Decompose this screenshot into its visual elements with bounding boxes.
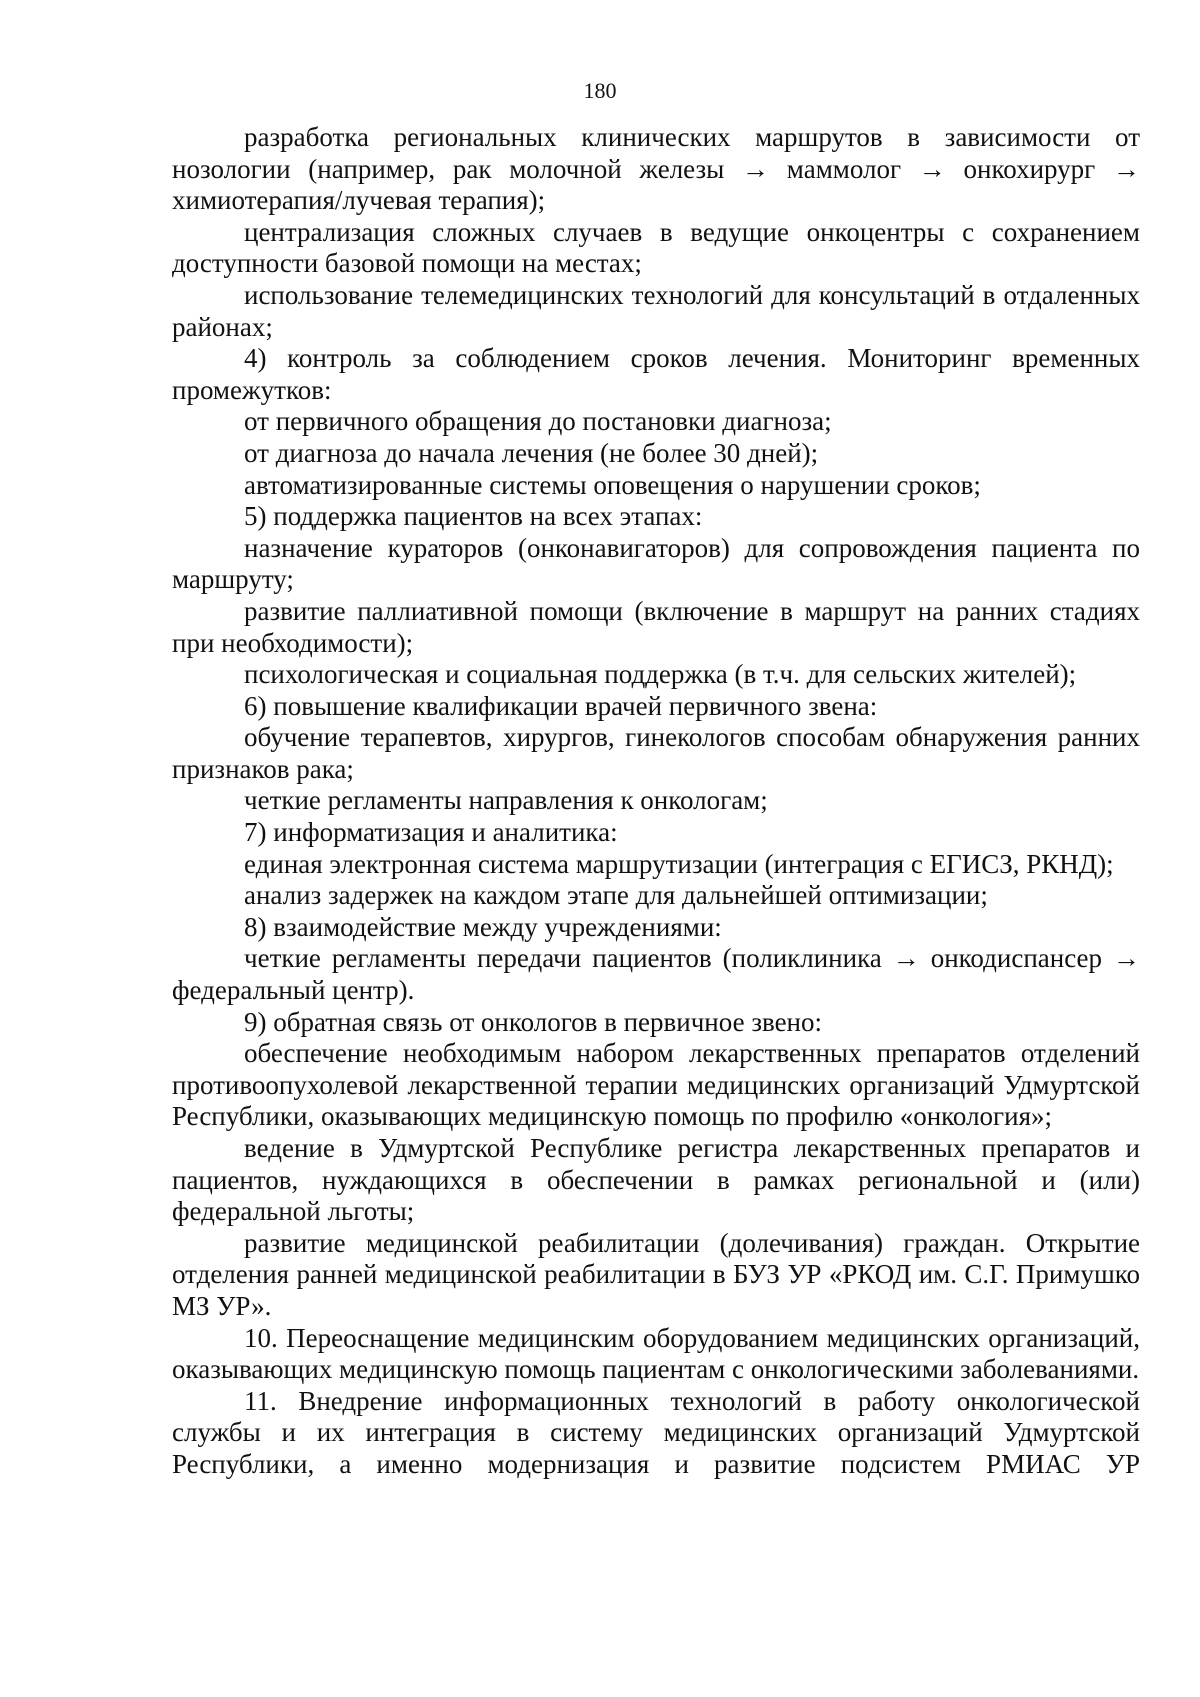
paragraph: 8) взаимодействие между учреждениями: — [244, 911, 722, 942]
paragraph: единая электронная система маршрутизации (интеграция с ЕГИСЗ, РКНД); — [244, 848, 1114, 879]
paragraph: обучение терапевтов, хирургов, гинекологов способам обнаружения ранних признаков рака; — [172, 722, 1140, 784]
paragraph: четкие регламенты передачи пациентов (поликлиника → онкодиспансер → федеральный центр). — [172, 943, 1140, 1006]
page-number: 180 — [583, 78, 617, 103]
paragraph: автоматизированные системы оповещения о нарушении сроков; — [244, 469, 981, 500]
paragraph: четкие регламенты направления к онкологам; — [244, 785, 768, 816]
paragraph: 10. Переоснащение медицинским оборудованием медицинских организаций, оказывающих медицинскую помощь пациентам с онкологическими заболеваниями. — [172, 1322, 1140, 1385]
paragraph: психологическая и социальная поддержка (в т.ч. для сельских жителей); — [244, 659, 1077, 690]
paragraph: от диагноза до начала лечения (не более 30 дней); — [244, 437, 819, 468]
paragraph: использование телемедицинских технологий для консультаций в отдаленных районах; — [172, 279, 1140, 342]
paragraph: 5) поддержка пациентов на всех этапах: — [244, 501, 703, 532]
paragraph: от первичного обращения до постановки диагноза; — [244, 406, 832, 437]
paragraph: 4) контроль за соблюдением сроков лечения. Мониторинг временных промежутков: — [172, 343, 1140, 405]
paragraph: разработка региональных клинических маршрутов в зависимости от нозологии (например, рак молочной железы → маммолог → онкохирург → химиотерапия/лучевая терапия); — [172, 122, 1140, 216]
paragraph: анализ задержек на каждом этапе для дальнейшей оптимизации; — [244, 880, 988, 911]
paragraph: ведение в Удмуртской Республике регистра лекарственных препаратов и пациентов, нуждающихся в обеспечении в рамках региональной и (или) федеральной льготы; — [172, 1133, 1140, 1227]
paragraph: 7) информатизация и аналитика: — [244, 817, 618, 848]
paragraph: 11. Внедрение информационных технологий в работу онкологической службы и их интеграция в систему медицинских организаций Удмуртской Республики, а именно модернизация и развитие подсистем РМИАС УР — [172, 1385, 1140, 1479]
paragraph: развитие паллиативной помощи (включение в маршрут на ранних стадиях при необходимости); — [172, 595, 1140, 658]
paragraph: 9) обратная связь от онкологов в первичное звено: — [244, 1006, 823, 1037]
paragraph: обеспечение необходимым набором лекарственных препаратов отделений противоопухолевой лекарственной терапии медицинских организаций Удмуртской Республики, оказывающих медицинскую помощь по профилю «онкология»; — [172, 1038, 1140, 1132]
paragraph: централизация сложных случаев в ведущие онкоцентры с сохранением доступности базовой помощи на местах; — [172, 216, 1140, 279]
paragraph: назначение кураторов (онконавигаторов) для сопровождения пациента по маршруту; — [172, 532, 1140, 595]
paragraph: развитие медицинской реабилитации (долечивания) граждан. Открытие отделения ранней медицинской реабилитации в БУЗ УР «РКОД им. С.Г. Примушко МЗ УР». — [172, 1227, 1140, 1321]
document-body — [172, 122, 1140, 1481]
paragraph: 6) повышение квалификации врачей первичного звена: — [244, 690, 878, 721]
